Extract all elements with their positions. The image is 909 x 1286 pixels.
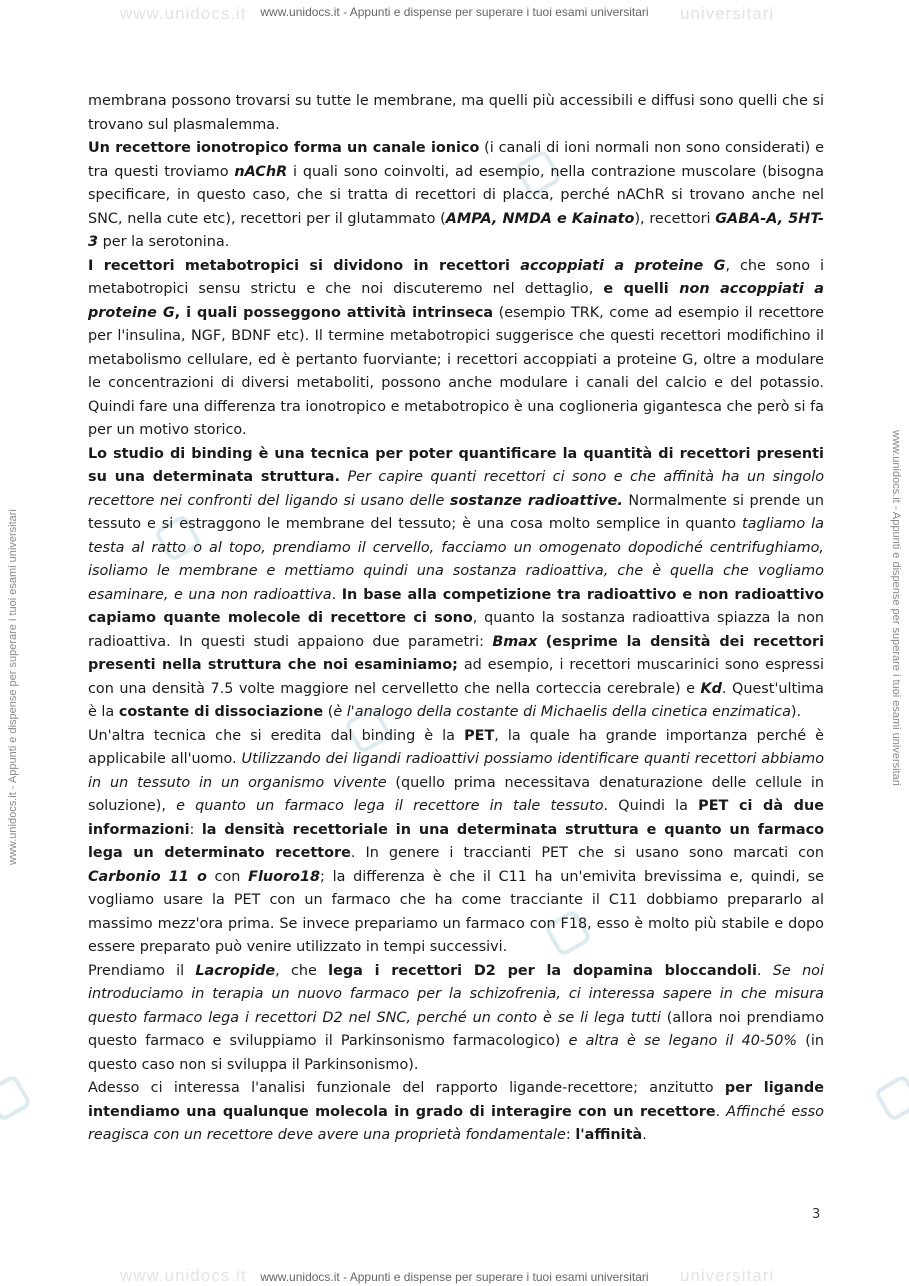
text-run: . In genere i traccianti PET che si usano sono marcati con bbox=[350, 845, 824, 861]
text-run: (i canali di ioni normali non sono considerati) e tra questi troviamo bbox=[88, 140, 824, 180]
text-run: PET bbox=[464, 727, 495, 744]
text-run: Per capire quanti recettori ci sono e che affinità ha un singolo recettore nei confronti del ligando si usano delle bbox=[88, 469, 824, 509]
text-run: . bbox=[331, 586, 342, 603]
text-run: (in questo caso non si sviluppa il Parkinsonismo). bbox=[88, 1033, 824, 1073]
paragraph bbox=[88, 725, 824, 960]
watermark-top: www.unidocs.it - Appunti e dispense per superare i tuoi esami universitari bbox=[260, 5, 649, 19]
paragraph bbox=[88, 1077, 824, 1148]
text-run: Se noi introduciamo in terapia un nuovo farmaco per la schizofrenia, ci interessa sapere in che misura questo farmaco lega i recettori D2 nel SNC, perché un conto è se li lega tutti bbox=[88, 962, 824, 1026]
watermark-logo-icon bbox=[873, 1073, 909, 1122]
text-run: e quanto un farmaco lega il recettore in tale tessuto bbox=[176, 798, 604, 814]
paragraph bbox=[88, 960, 824, 1078]
text-run: Lo studio di binding è una tecnica per poter quantificare la quantità di recettori presenti su una determinata struttura. bbox=[88, 445, 824, 485]
watermark-right: www.unidocs.it - Appunti e dispense per superare i tuoi esami universitari bbox=[890, 430, 902, 786]
text-run: accoppiati a proteine G bbox=[520, 257, 726, 274]
watermark-logo-icon bbox=[0, 1073, 33, 1122]
text-run: e quelli bbox=[603, 281, 680, 297]
text-run: Kd bbox=[700, 680, 722, 697]
paragraph bbox=[88, 137, 824, 255]
text-run: AMPA, NMDA e Kainato bbox=[445, 210, 635, 227]
text-run: ), recettori bbox=[634, 210, 716, 227]
watermark-ghost-bottom-right: universitari bbox=[680, 1266, 775, 1285]
watermark-left: www.unidocs.it - Appunti e dispense per superare i tuoi esami universitari bbox=[7, 509, 19, 865]
text-run: : bbox=[565, 1127, 576, 1143]
text-run: Fluoro18 bbox=[248, 868, 321, 885]
text-run: membrana possono trovarsi su tutte le membrane, ma quelli più accessibili e diffusi sono quelli che si trovano sul plasmalemma. bbox=[88, 93, 824, 133]
text-run: , quanto la sostanza radioattiva spiazza la non radioattiva. In questi studi appaiono due parametri: bbox=[88, 610, 824, 650]
paragraph bbox=[88, 255, 824, 443]
text-run bbox=[537, 634, 545, 650]
text-run: e altra è se legano il 40-50% bbox=[568, 1033, 798, 1049]
text-run: con bbox=[206, 868, 249, 885]
text-run: , che bbox=[275, 962, 329, 979]
text-run: Bmax bbox=[492, 633, 538, 650]
text-run: Normalmente si prende un tessuto e si estraggono le membrane del tessuto; è una cosa molto semplice in quanto bbox=[88, 492, 824, 532]
text-run: ( bbox=[323, 704, 334, 720]
watermark-ghost-right: universitari bbox=[680, 4, 775, 23]
text-run: I recettori metabotropici si dividono in recettori bbox=[88, 257, 521, 274]
text-run: (esprime la densità dei recettori presenti nella struttura che noi esaminiamo; bbox=[88, 633, 824, 673]
text-run: ). bbox=[790, 704, 802, 720]
text-run: In base alla competizione tra radioattivo e non radioattivo capiamo quante molecole di recettore ci sono bbox=[88, 586, 824, 626]
document-body bbox=[88, 90, 824, 1148]
text-run: Un'altra tecnica che si eredita dal binding è la bbox=[88, 727, 465, 744]
text-run: Lacropide bbox=[195, 962, 276, 979]
text-run: è l'analogo della costante di Michaelis della cinetica enzimatica bbox=[333, 704, 791, 720]
text-run: per ligande intendiamo una qualunque molecola in grado di interagire con un recettore bbox=[88, 1080, 824, 1120]
paragraph bbox=[88, 443, 824, 725]
text-run: (quello prima necessitava denaturazione delle cellule in soluzione), bbox=[88, 774, 824, 814]
text-run: nAChR bbox=[234, 163, 288, 180]
text-run: . Quindi la bbox=[603, 798, 699, 814]
text-run: , che sono i metabotropici sensu strictu e che noi discuteremo nel dettaglio, bbox=[88, 257, 825, 297]
text-run: sostanze radioattive. bbox=[449, 492, 623, 509]
watermark-ghost-left: www.unidocs.it bbox=[120, 4, 247, 23]
text-run: Utilizzando dei ligandi radioattivi possiamo identificare quanti recettori abbiamo in un tessuto in un organismo vivente bbox=[88, 751, 824, 791]
text-run: . bbox=[642, 1127, 647, 1143]
watermark-bottom: www.unidocs.it - Appunti e dispense per superare i tuoi esami universitari bbox=[260, 1270, 649, 1284]
text-run: la densità recettoriale in una determinata struttura e quanto un farmaco lega un determinato recettore bbox=[88, 821, 824, 861]
text-run: : bbox=[189, 821, 202, 838]
text-run: Prendiamo il bbox=[88, 962, 196, 979]
text-run: non accoppiati a proteine G bbox=[88, 281, 825, 321]
text-run: lega i recettori D2 per la dopamina bloccandoli bbox=[328, 962, 757, 979]
page-number: 3 bbox=[812, 1207, 821, 1222]
watermark-ghost-bottom-left: www.unidocs.it bbox=[120, 1266, 247, 1285]
text-run: ; la differenza è che il C11 ha un'emivita brevissima e, quindi, se vogliamo usare la PET con un farmaco che ha come tracciante il C11 dobbiamo prepararlo al massimo mezz'ora prima. Se invece prepariamo un farmaco con F18, esso è molto più stabile e dopo essere preparato può venire utilizzato in tempi successivi. bbox=[88, 868, 824, 955]
text-run: GABA-A, 5HT-3 bbox=[88, 210, 825, 250]
text-run: Adesso ci interessa l'analisi funzionale del rapporto ligande-recettore; anzitutto bbox=[88, 1080, 725, 1096]
text-run: PET ci dà due informazioni bbox=[88, 798, 824, 838]
text-run: ad esempio, i recettori muscarinici sono espressi con una densità 7.5 volte maggiore nel cervelletto che nella corteccia cerebrale) e bbox=[88, 657, 825, 697]
text-run: Affinché esso reagisca con un recettore deve avere una proprietà fondamentale bbox=[88, 1103, 824, 1143]
text-run: i quali sono coinvolti, ad esempio, nella contrazione muscolare (bisogna specificare, in questo caso, che si tratta di recettori di placca, perché nAChR si trovano anche nel SNC, nella cute etc), recettori per il glutammato ( bbox=[88, 163, 824, 227]
text-run: . Quest'ultima è la bbox=[88, 680, 824, 720]
text-run: . bbox=[715, 1103, 727, 1120]
paragraph bbox=[88, 90, 824, 137]
text-run: costante di dissociazione bbox=[118, 704, 324, 720]
text-run: per la serotonina. bbox=[98, 234, 230, 250]
text-run: l'affinità bbox=[575, 1127, 643, 1143]
text-run: Un recettore ionotropico forma un canale ionico bbox=[88, 140, 480, 156]
text-run: (allora noi prendiamo questo farmaco e sviluppiamo il Parkinsonismo farmacologico) bbox=[88, 1009, 824, 1049]
text-run: . bbox=[756, 962, 773, 979]
text-run: (esempio TRK, come ad esempio il recettore per l'insulina, NGF, BDNF etc). Il termine metabotropici suggerisce che questi recettori modifichino il metabolismo cellulare, ed è pertanto fuorviante; i recettori accoppiati a proteine G, oltre a modulare le concentrazioni di diversi metaboliti, possono anche modulare i canali del calcio e del potassio. Quindi fare una differenza tra ionotropico e metabotropico è una coglioneria gigantesca che però si fa per un motivo storico. bbox=[88, 304, 824, 438]
text-run: , la quale ha grande importanza perché è applicabile all'uomo. bbox=[88, 727, 824, 767]
text-run: tagliamo la testa al ratto o al topo, prendiamo il cervello, facciamo un omogenato dopodiché centrifughiamo, isoliamo le membrane e mettiamo quindi una sostanza radioattiva, che è quella che vogliamo esaminare, e una non radioattiva bbox=[88, 516, 824, 603]
text-run: , i quali posseggono attività intrinseca bbox=[174, 304, 494, 321]
text-run: Carbonio 11 o bbox=[88, 868, 207, 885]
